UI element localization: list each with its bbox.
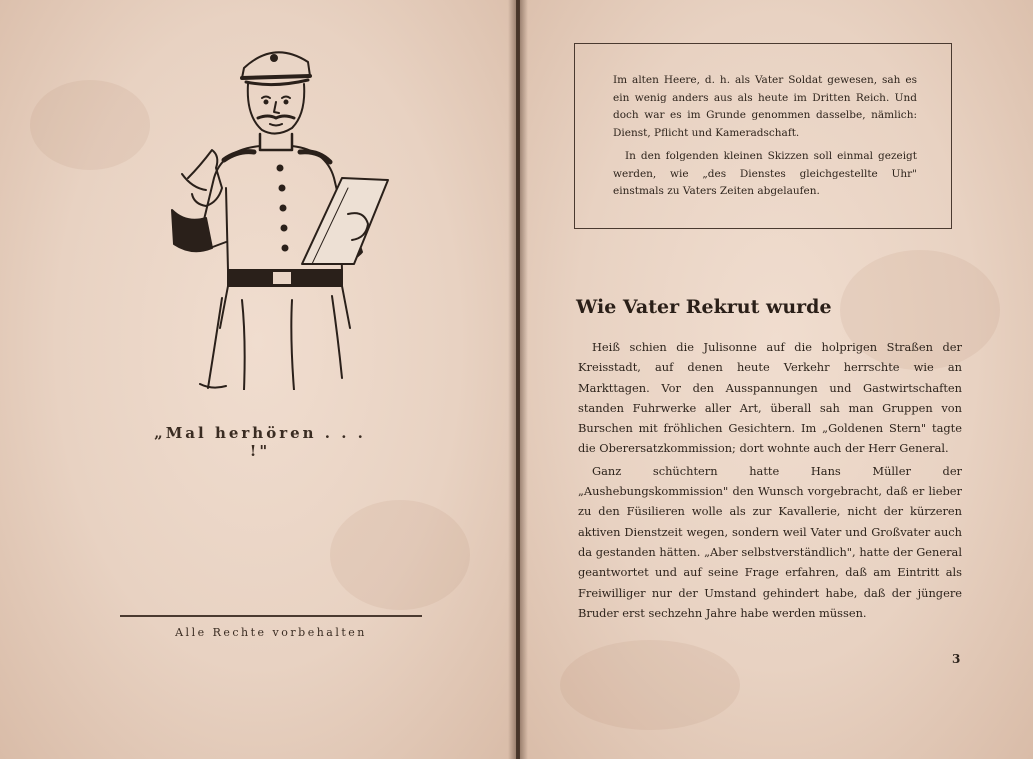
body-paragraph: Heiß schien die Julisonne auf die holprigen Straßen der Kreisstadt, auf denen heute Verkehr herrschte wie an Markttagen. Vor den Ausspannungen und Gastwirtschaften standen Fuhrwerke aller Art, überall sah man Gruppen von Burschen mit fröhlichen Gesichtern. Im „Goldenen Stern" tagte die Oberersatzkommission; dort wohnte auch der Herr General. (578, 340, 962, 456)
chapter-body (578, 337, 962, 625)
intro-box (574, 43, 952, 229)
paper-stain (30, 80, 150, 170)
paper-stain (560, 640, 740, 730)
divider-rule (120, 615, 422, 617)
soldier-illustration (162, 38, 394, 390)
left-page (0, 0, 516, 759)
illustration-caption: „Mal herhören . . . !" (154, 424, 366, 460)
paper-stain (330, 500, 470, 610)
intro-paragraph: In den folgenden kleinen Skizzen soll einmal gezeigt werden, wie „des Dienstes gleichgestellte Uhr" einstmals zu Vaters Zeiten abgelaufen. (613, 150, 917, 197)
rights-notice: Alle Rechte vorbehalten (175, 626, 367, 639)
body-paragraph: Ganz schüchtern hatte Hans Müller der „Aushebungskommission" den Wunsch vorgebracht, daß er lieber zu den Füsilieren wolle als zur Kavallerie, nicht der kürzeren aktiven Dienstzeit wegen, sondern weil Vater und Großvater auch da gestanden hätten. „Aber selbstverständlich", hatte der General geantwortet und auf seine Frage erfahren, daß am Eintritt als Freiwilliger nur der Umstand gehindert habe, daß der jüngere Bruder erst sechzehn Jahre habe werden müssen. (578, 463, 962, 620)
intro-paragraph: Im alten Heere, d. h. als Vater Soldat gewesen, sah es ein wenig anders aus als heute im Dritten Reich. Und doch war es im Grunde genommen dasselbe, nämlich: Dienst, Pflicht und Kameradschaft. (613, 74, 917, 139)
right-page (520, 0, 1033, 759)
chapter-title: Wie Vater Rekrut wurde (576, 296, 832, 318)
page-number: 3 (952, 652, 961, 666)
book-gutter (508, 0, 528, 759)
